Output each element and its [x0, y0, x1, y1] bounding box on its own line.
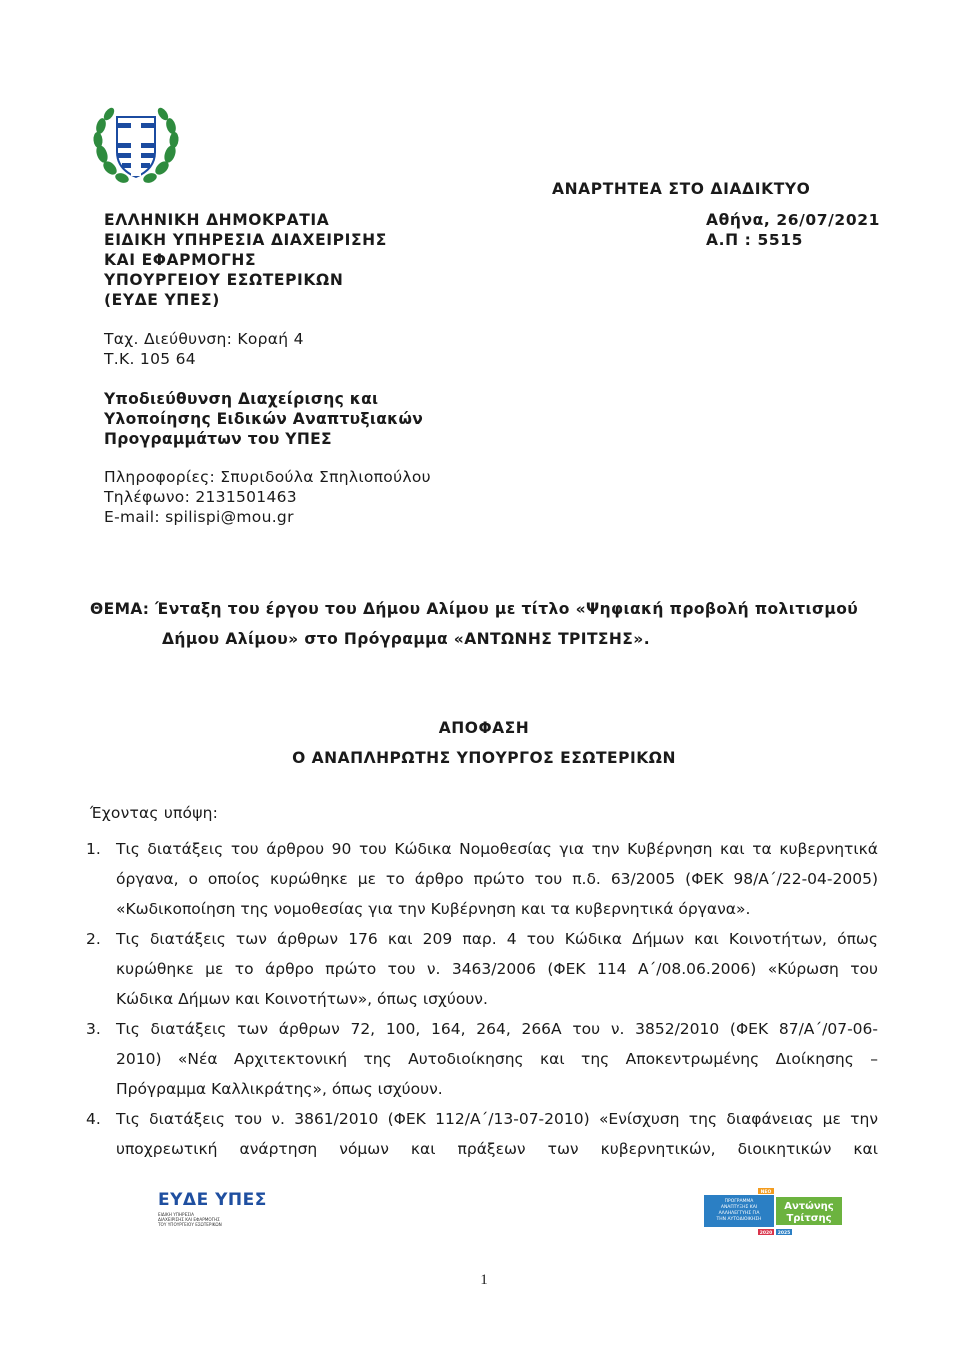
- provision-item: [86, 1014, 878, 1104]
- subdirectorate-line: Προγραμμάτων του ΥΠΕΣ: [104, 430, 332, 448]
- subdirectorate-line: Υλοποίησης Ειδικών Αναπτυξιακών: [104, 410, 424, 428]
- logo-program-line: ΑΛΛΗΛΕΓΓΥΗΣ ΓΙΑ: [718, 1211, 760, 1216]
- decision-heading: [0, 713, 968, 773]
- page-number: 1: [480, 1272, 488, 1288]
- provision-line: Τις διατάξεις του άρθρου 90 του Κώδικα Νομοθεσίας για την Κυβέρνηση και τα κυβερνητικά: [116, 840, 878, 858]
- protocol-number: Α.Π : 5515: [706, 231, 803, 249]
- organization-block: [104, 210, 387, 310]
- provision-item: [86, 1104, 878, 1164]
- provision-line: Κώδικα Δήμων και Κοινοτήτων», όπως ισχύουν.: [116, 990, 488, 1008]
- eyde-logo-subline: ΕΙΔΙΚΗ ΥΠΗΡΕΣΙΑ: [158, 1212, 194, 1217]
- org-line: ΥΠΟΥΡΓΕΙΟΥ ΕΣΩΤΕΡΙΚΩΝ: [104, 271, 344, 289]
- eyde-ypes-logo: [158, 1190, 268, 1236]
- logo-program-line: ΑΝΑΠΤΥΞΗΣ ΚΑΙ: [720, 1205, 758, 1210]
- provision-item: [86, 834, 878, 924]
- logo-program-line: ΠΡΟΓΡΑΜΜΑ: [724, 1199, 754, 1204]
- document-date: Αθήνα, 26/07/2021: [706, 211, 880, 229]
- provisions-list: [86, 834, 878, 1164]
- org-line: ΚΑΙ ΕΦΑΡΜΟΓΗΣ: [104, 251, 257, 269]
- eyde-logo-subline: ΔΙΑΧΕΙΡΙΣΗΣ ΚΑΙ ΕΦΑΡΜΟΓΗΣ: [158, 1217, 220, 1222]
- greek-coat-of-arms-icon: [88, 96, 184, 192]
- provision-number: 4.: [86, 1110, 101, 1128]
- logo-name-line: Τρίτσης: [786, 1213, 832, 1224]
- contact-email: E-mail: spilispi@mou.gr: [104, 508, 294, 526]
- contact-phone: Τηλέφωνο: 2131501463: [104, 488, 297, 506]
- logo-year-text: 2020: [759, 1231, 773, 1236]
- provision-line: Τις διατάξεις του ν. 3861/2010 (ΦΕΚ 112/Α΄/13-07-2010) «Ενίσχυση της διαφάνειας με την: [116, 1110, 878, 1128]
- postal-code-line: Τ.Κ. 105 64: [104, 350, 196, 368]
- provision-line: 2010) «Νέα Αρχιτεκτονική της Αυτοδιοίκησης και της Αποκεντρωμένης Διοίκησης –: [116, 1050, 878, 1068]
- provision-line: Τις διατάξεις των άρθρων 176 και 209 παρ. 4 του Κώδικα Δήμων και Κοινοτήτων, όπως: [116, 930, 878, 948]
- logo-program-line: ΤΗΝ ΑΥΤΟΔΙΟΙΚΗΣΗ: [716, 1217, 762, 1222]
- provision-number: 1.: [86, 840, 101, 858]
- provision-line: όργανα, ο οποίος κυρώθηκε με το άρθρο πρώτο του π.δ. 63/2005 (ΦΕΚ 98/Α΄/22-04-2005): [116, 870, 878, 888]
- decision-title: ΑΠΟΦΑΣΗ: [438, 719, 530, 737]
- eyde-logo-subline: ΤΟΥ ΥΠΟΥΡΓΕΙΟΥ ΕΣΩΤΕΡΙΚΩΝ: [158, 1222, 222, 1227]
- provision-line: κυρώθηκε με το άρθρο πρώτο του ν. 3463/2006 (ΦΕΚ 114 Α΄/08.06.2006) «Κύρωση του: [116, 960, 878, 978]
- decision-subtitle: Ο ΑΝΑΠΛΗΡΩΤΗΣ ΥΠΟΥΡΓΟΣ ΕΣΩΤΕΡΙΚΩΝ: [292, 749, 676, 767]
- provision-line: Τις διατάξεις των άρθρων 72, 100, 164, 264, 266Α του ν. 3852/2010 (ΦΕΚ 87/Α΄/07-06-: [116, 1020, 878, 1038]
- date-protocol-block: [706, 210, 880, 250]
- subdirectorate-line: Υποδιεύθυνση Διαχείρισης και: [104, 390, 379, 408]
- org-line: ΕΙΔΙΚΗ ΥΠΗΡΕΣΙΑ ΔΙΑΧΕΙΡΙΣΗΣ: [104, 231, 387, 249]
- provision-line: υποχρεωτική ανάρτηση νόμων και πράξεων των κυβερνητικών, διοικητικών και: [116, 1140, 878, 1158]
- org-line: ΕΛΛΗΝΙΚΗ ΔΗΜΟΚΡΑΤΙΑ: [104, 211, 330, 229]
- subject-line: ΘΕΜΑ: Ένταξη του έργου του Δήμου Αλίμου με τίτλο «Ψηφιακή προβολή πολιτισμού: [90, 600, 859, 618]
- provision-line: «Κωδικοποίηση της νομοθεσίας για την Κυβέρνηση και τα κυβερνητικά όργανα».: [116, 900, 751, 918]
- antonis-tritsis-program-logo: [704, 1188, 844, 1238]
- eyde-logo-text: ΕΥΔΕ ΥΠΕΣ: [158, 1190, 267, 1210]
- publish-notice: ΑΝΑΡΤΗΤΕΑ ΣΤΟ ΔΙΑΔΙΚΤΥΟ: [552, 180, 811, 198]
- provision-number: 2.: [86, 930, 101, 948]
- subject-block: [90, 594, 858, 654]
- address-line: Ταχ. Διεύθυνση: Κοραή 4: [104, 330, 304, 348]
- provision-line: Πρόγραμμα Καλλικράτης», όπως ισχύουν.: [116, 1080, 443, 1098]
- logo-year-text: 2025: [777, 1231, 791, 1236]
- org-line: (ΕΥΔΕ ΥΠΕΣ): [104, 291, 220, 309]
- provision-item: [86, 924, 878, 1014]
- intro-text: Έχοντας υπόψη:: [90, 804, 219, 822]
- logo-name-line: Αντώνης: [784, 1201, 834, 1212]
- logo-badge-text: ΝΕΟ: [760, 1190, 772, 1195]
- contact-person: Πληροφορίες: Σπυριδούλα Σπηλιοπούλου: [104, 468, 431, 486]
- eyde-logo-subtitle: [158, 1212, 268, 1227]
- provision-number: 3.: [86, 1020, 101, 1038]
- contact-block: [104, 467, 431, 527]
- subdirectorate-block: [104, 389, 423, 449]
- address-block: [104, 329, 304, 369]
- subject-line: Δήμου Αλίμου» στο Πρόγραμμα «ΑΝΤΩΝΗΣ ΤΡΙΤΣΗΣ».: [162, 630, 650, 648]
